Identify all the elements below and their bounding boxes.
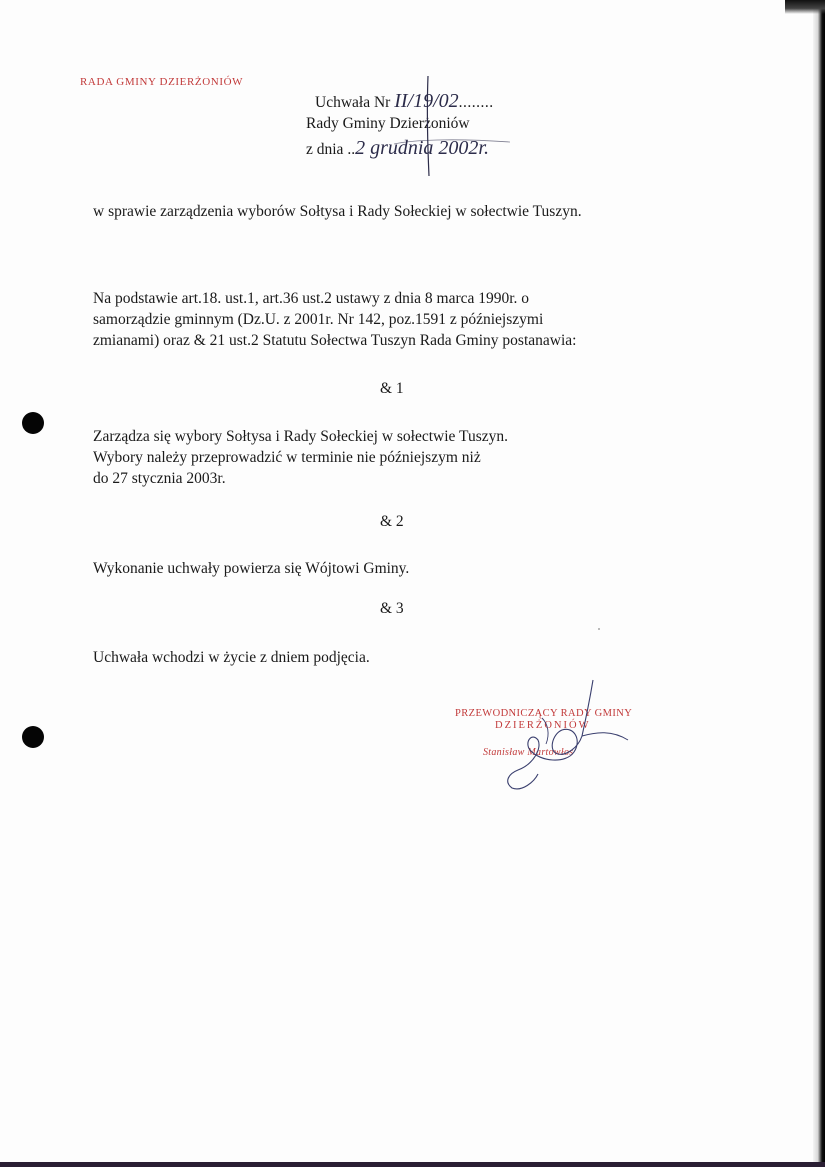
scan-corner-shadow (785, 0, 825, 14)
legal-basis-paragraph (93, 288, 733, 351)
section-3-text (93, 647, 370, 668)
date-prefix: z dnia .. (306, 141, 356, 158)
section-line: Wybory należy przeprowadzić w terminie nie późniejszym niż (93, 449, 481, 466)
resolution-prefix: Uchwała Nr (315, 94, 395, 111)
resolution-number: II/19/02 (394, 90, 459, 112)
legal-basis-line: Na podstawie art.18. ust.1, art.36 ust.2 ustawy z dnia 8 marca 1990r. o (93, 290, 530, 307)
handwriting-strokes (392, 72, 532, 182)
resolution-subject: w sprawie zarządzenia wyborów Sołtysa i Rady Sołeckiej w sołectwie Tuszyn. (93, 203, 582, 220)
section-heading-3: & 3 (380, 600, 404, 617)
chairman-stamp-title-2: DZIERŻONIÓW (495, 720, 591, 731)
council-name-line: Rady Gminy Dzierżoniów (306, 115, 470, 132)
council-header-stamp: RADA GMINY DZIERŻONIÓW (80, 76, 244, 88)
chairman-stamp-title: PRZEWODNICZĄCY RADY GMINY (455, 708, 633, 719)
punch-hole-lower (22, 726, 44, 748)
section-line: do 27 stycznia 2003r. (93, 470, 226, 487)
punch-hole-upper (22, 412, 44, 434)
resolution-dots: ........ (458, 94, 494, 111)
section-line: Zarządza się wybory Sołtysa i Rady Sołeckiej w sołectwie Tuszyn. (93, 428, 508, 445)
section-heading-1: & 1 (380, 380, 404, 397)
legal-basis-line: samorządzie gminnym (Dz.U. z 2001r. Nr 142, poz.1591 z późniejszymi (93, 311, 544, 328)
section-heading-2: & 2 (380, 513, 404, 530)
handwritten-signature (478, 678, 648, 793)
scan-bottom-edge (0, 1162, 825, 1167)
section-1-text (93, 426, 508, 489)
scan-edge-shadow (813, 0, 825, 1167)
legal-basis-line: zmianami) oraz & 21 ust.2 Statutu Sołectwa Tuszyn Rada Gminy postanawia: (93, 332, 577, 349)
chairman-stamp-name: Stanisław Martowłos (483, 747, 574, 758)
section-line: Wykonanie uchwały powierza się Wójtowi Gminy. (93, 560, 410, 577)
resolution-date: 2 grudnia 2002r. (355, 137, 489, 159)
section-2-text (93, 558, 409, 579)
section-line: Uchwała wchodzi w życie z dniem podjęcia. (93, 649, 370, 666)
paper-speck (598, 628, 600, 630)
